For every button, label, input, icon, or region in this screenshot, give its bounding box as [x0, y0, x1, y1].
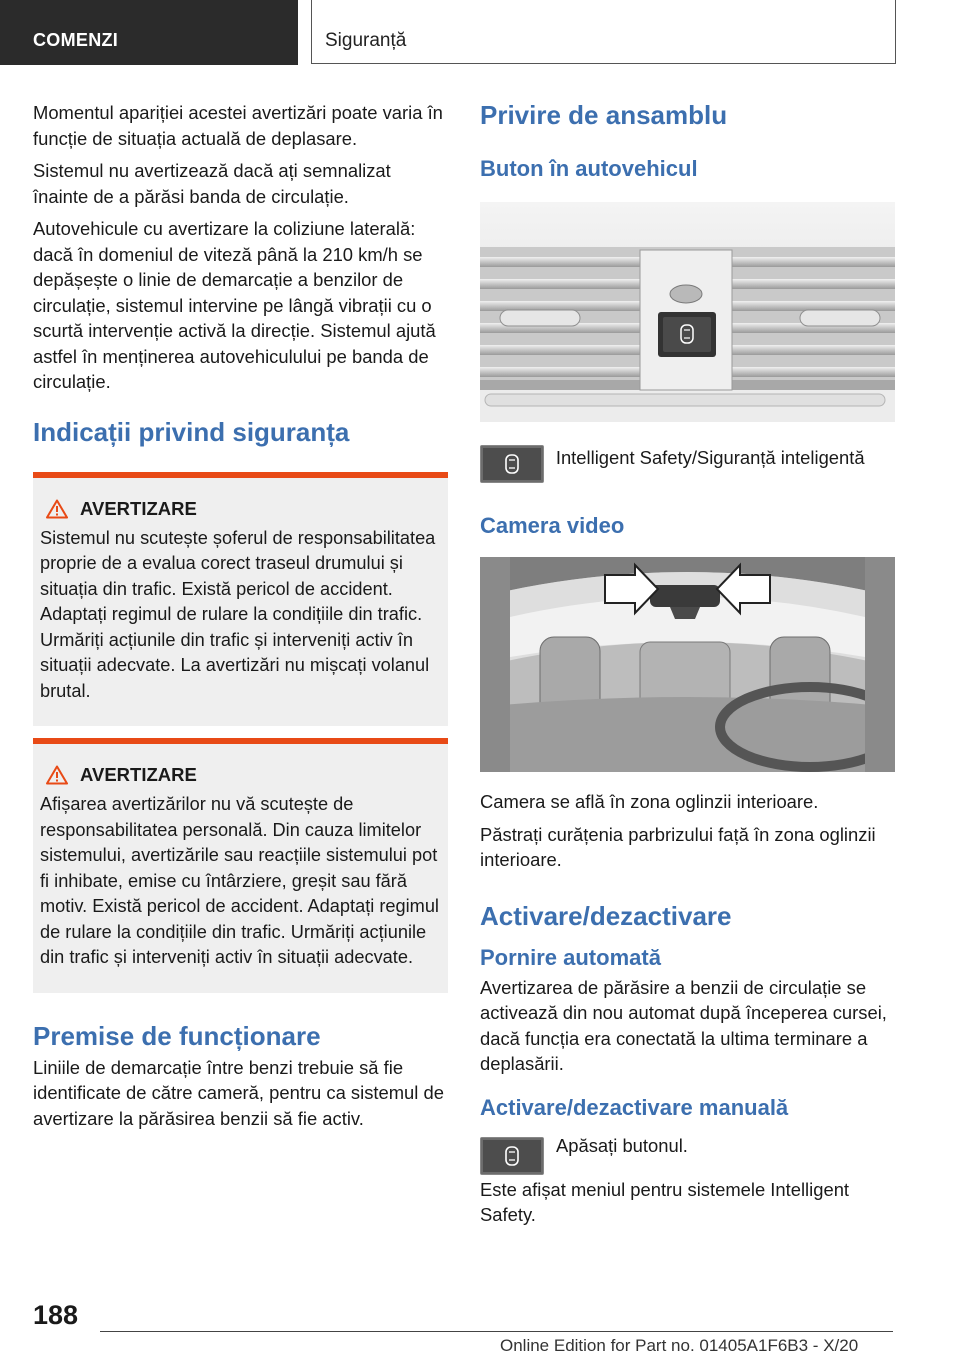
button-label: Intelligent Safety/Siguranță inteligentă: [555, 447, 865, 468]
right-column: [480, 100, 895, 1228]
warning-triangle-icon: [46, 499, 68, 519]
chapter-label: Siguranță: [325, 30, 407, 51]
warning-text: Afișarea avertizărilor nu vă scutește de responsabilitatea personală. Din cauza limitelor sistemului, avertizările sau reacțiile sistemului pot fi inhibate, emise cu întârziere, greșit sau fără motiv. Există pericol de accident. Adaptați regimul de rulare la condițiile din trafic. Urmăriți acțiunile din trafic și interveniți activ în situații adecvate.: [40, 794, 439, 967]
auto-heading: Pornire automată: [480, 944, 661, 970]
overview-heading: Privire de ansamblu: [480, 100, 728, 130]
manual-heading: Activare/dezactivare manuală: [480, 1094, 789, 1120]
warning-text: Sistemul nu scutește șoferul de responsabilitatea proprie de a evalua corect traseul drumului și situația din trafic. Există pericol de accident. Adaptați regimul de rulare la condițiile din trafic. Urmăriți acțiunile din trafic și interveniți activ în situații adecvate. La avertizări nu mișcați volanul brutal.: [40, 527, 436, 701]
premise-heading: Premise de funcționare: [33, 1020, 321, 1051]
footer-edition: Online Edition for Part no. 01405A1F6B3 - X/20: [500, 1336, 859, 1355]
camera-heading: Camera video: [480, 513, 625, 538]
paragraph: Păstrați curățenia parbrizului față în zona oglinzii interioare.: [480, 823, 876, 870]
left-column: [33, 100, 448, 1131]
warning-box: [33, 738, 448, 993]
paragraph: Liniile de demarcație între benzi trebuie să fie identificate de către cameră, pentru ca sistemul de avertizare la părăsirea benzii să fie activ.: [33, 1056, 444, 1129]
paragraph: Autovehicule cu avertizare la coliziune laterală: dacă în domeniul de viteză până la 210 km/h se depășește o linie de demarcație a benzilor de circulație, sistemul intervine pe lângă vibrații cu o scurtă intervenție activă la direcție. Sistemul ajută astfel în menținerea autovehiculului pe banda de circulație.: [33, 218, 436, 392]
warning-triangle-icon: [46, 765, 68, 785]
page-number: 188: [33, 1300, 79, 1330]
camera-illustration: [480, 557, 895, 772]
section-label: COMENZI: [33, 30, 119, 50]
footer-divider: [100, 1331, 893, 1332]
paragraph: Momentul apariției acestei avertizări poate varia în funcție de situația actuală de deplasare.: [33, 102, 443, 149]
paragraph: Camera se află în zona oglinzii interioare.: [480, 791, 819, 812]
warning-title: AVERTIZARE: [80, 764, 197, 785]
paragraph: Sistemul nu avertizează dacă ați semnalizat înainte de a părăsi banda de circulație.: [33, 160, 391, 207]
activation-heading: Activare/dezactivare: [480, 900, 732, 931]
safety-heading: Indicații privind siguranța: [33, 416, 350, 447]
warning-title: AVERTIZARE: [80, 497, 197, 519]
intelligent-safety-button-icon: [480, 445, 544, 483]
paragraph: Avertizarea de părăsire a benzii de circulație se activează din nou automat după începerea cursei, dacă funcția era conectată la ultima terminare a deplasării.: [480, 976, 887, 1074]
button-heading: Buton în autovehicul: [480, 156, 698, 181]
warning-box: [33, 472, 448, 727]
chapter-header: [311, 0, 896, 64]
section-tab: [0, 0, 298, 65]
paragraph: Apăsați butonul.: [556, 1134, 688, 1156]
vent-button-illustration: [480, 202, 895, 422]
paragraph: Este afișat meniul pentru sistemele Intelligent Safety.: [480, 1178, 850, 1225]
intelligent-safety-button-icon: [480, 1137, 544, 1175]
